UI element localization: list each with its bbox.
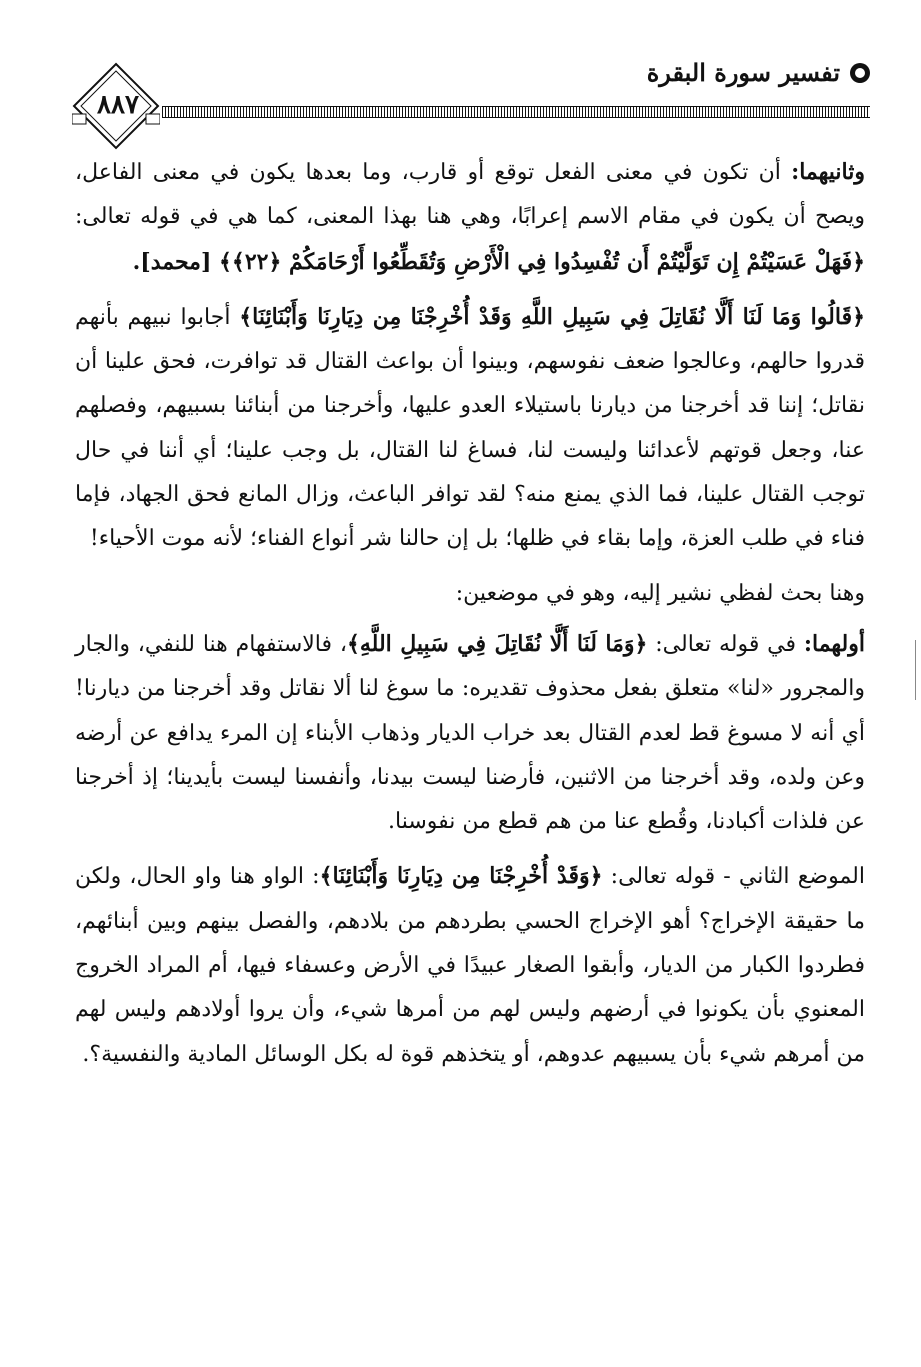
- paragraph-lead: أولهما:: [803, 630, 865, 657]
- quran-quote: ﴿وَمَا لَنَا أَلَّا نُقَاتِلَ فِي سَبِيلِ اللَّهِ﴾: [346, 630, 648, 657]
- paragraph-first-point: [75, 622, 865, 844]
- paragraph-text-continued: : الواو هنا واو الحال، ولكن ما حقيقة الإخراج؟ أهو الإخراج الحسي بطردهم من بلادهم، والفصل بينهم وبين أبنائهم، فطردوا الكبار من الديار، وأبقوا الصغار عبيدًا في الأرض وعسفاء فيها، أم المراد الخروج المعنوي بأن يكونوا في أرضهم وليس لهم من أمرها شيء، وأن يروا أولادهم وليس لهم من أمرهم شيء بأن يسبيهم عدوهم، أو يتخذهم قوة له بكل الوسائل المادية والنفسية؟.: [75, 864, 865, 1067]
- quran-quote: ﴿فَهَلْ عَسَيْتُمْ إِن تَوَلَّيْتُمْ أَن تُفْسِدُوا فِي الْأَرْضِ وَتُقَطِّعُوا أَرْحَامَكُمْ ﴿٢٢﴾﴾: [219, 248, 865, 275]
- paragraph-text-continued: ، فالاستفهام هنا للنفي، والجار والمجرور «لنا» متعلق بفعل محذوف تقديره: ما سوغ لنا ألا نقاتل وقد أخرجنا من ديارنا! أي أنه لا مسوغ قط لعدم القتال بعد خراب الديار وذهاب الأبناء إن المرء يدافع عن أرضه وعن ولده، وقد أخرجنا من الاثنين، فأرضنا ليست بيدنا، وأنفسنا ليست بأيدينا؛ إذ أخرجنا عن فلذات أكبادنا، وقُطع عنا من هم قطع من نفوسنا.: [75, 631, 865, 835]
- page-number-badge: [72, 62, 160, 150]
- page-title: تفسير سورة البقرة: [646, 58, 840, 87]
- quran-quote: ﴿وَقَدْ أُخْرِجْنَا مِن دِيَارِنَا وَأَبْنَائِنَا﴾: [319, 863, 603, 890]
- page-number: ٨٨٧: [97, 90, 139, 120]
- paragraph-text: أن تكون في معنى الفعل توقع أو قارب، وما بعدها يكون في معنى الفاعل، ويصح أن يكون في مقام الاسم إعرابًا، وهي هنا بهذا المعنى، كما هي في قوله تعالى:: [75, 160, 865, 230]
- page-header: [70, 58, 870, 138]
- paragraph-text: في قوله تعالى:: [647, 631, 804, 657]
- body-text: [75, 150, 865, 1083]
- running-title: [647, 58, 870, 87]
- paragraph-text: الموضع الثاني - قوله تعالى:: [602, 864, 865, 890]
- surah-reference: [محمد].: [132, 248, 220, 275]
- title-ornament-icon: [850, 63, 870, 83]
- quran-quote: ﴿قَالُوا وَمَا لَنَا أَلَّا نُقَاتِلَ فِي سَبِيلِ اللَّهِ وَقَدْ أُخْرِجْنَا مِن دِيَارِنَا وَأَبْنَائِنَا﴾: [239, 303, 865, 330]
- paragraph-verse-commentary: [75, 295, 865, 562]
- paragraph-text: أجابوا نبيهم بأنهم قدروا حالهم، وعالجوا ضعف نفوسهم، وبينوا أن بواعث القتال قد توافرت، فحق علينا أن نقاتل؛ إننا قد أخرجنا من ديارنا باستيلاء العدو عليها، وأخرجنا من أبنائنا بسبيهم، وفصلهم عنا، وجعل قوتهم لأعدائنا وليست لنا، فساغ لنا القتال، بل وجب علينا؛ أي أننا في حال توجب القتال علينا، فما الذي يمنع منه؟ لقد توافر الباعث، وزال المانع فحق الجهاد، فإما فناء في طلب العزة، وإما بقاء في ظلها؛ بل إن حالنا شر أنواع الفناء؛ لأنه موت الأحياء!: [75, 304, 865, 552]
- paragraph-lead: وثانيهما:: [791, 159, 865, 185]
- header-rule: [162, 106, 870, 118]
- paragraph-second-meaning: [75, 150, 865, 285]
- paragraph-second-point: [75, 854, 865, 1076]
- paragraph-intro: وهنا بحث لفظي نشير إليه، وهو في موضعين:: [455, 580, 865, 606]
- margin-mark: [915, 640, 916, 700]
